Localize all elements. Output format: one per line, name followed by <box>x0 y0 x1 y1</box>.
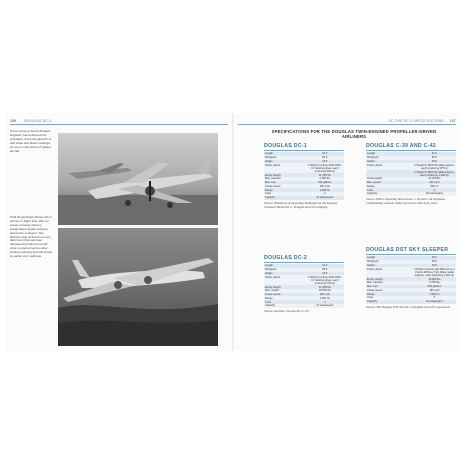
book-spread <box>6 113 460 351</box>
spec-label: Cruise speed <box>264 184 306 188</box>
spec-value: 185 mph <box>413 288 456 292</box>
spec-value: 5,750 lbs <box>413 281 456 285</box>
right-running-head <box>238 119 456 125</box>
spec-label: Max. payload <box>264 177 306 181</box>
spec-label: Crew <box>264 192 306 196</box>
spec-row <box>366 170 456 177</box>
spec-block-dst <box>366 247 456 310</box>
spec-label: Range <box>366 184 413 188</box>
spec-value: 2 <box>306 192 344 196</box>
spec-value: 12 passengers <box>306 196 344 200</box>
spec-value: 960 mi <box>413 184 456 188</box>
photo-parked-dc3-image <box>58 133 218 225</box>
spec-value: 210 mph <box>413 181 456 185</box>
spec-source-c39-c42: Source: Pilot's Operating Instructions, C-39 and C-42 Airplanes, Commanding General, Army Air Forces, March 25, 1941. <box>366 196 446 205</box>
spec-label: Wingspan <box>264 268 306 272</box>
spec-label: Power plants <box>264 275 306 285</box>
spec-label <box>366 170 413 177</box>
left-section-title: DOUGLAS DC-3 <box>24 119 52 123</box>
spec-label: Range <box>366 292 413 296</box>
spec-value: 12,455 lbs <box>306 285 344 289</box>
spec-block-c39-c42 <box>366 143 456 206</box>
spec-value: 11,780 lbs <box>306 173 344 177</box>
spec-value: 3 <box>413 296 456 300</box>
spec-label: Height <box>366 160 413 164</box>
spec-row <box>366 192 456 196</box>
spec-value: 1,000 mi <box>306 188 344 192</box>
spec-label: Capacity <box>366 300 413 304</box>
spec-source-dst: Source: The Douglas DST and DC-3, Douglas Aircraft Corporation. <box>366 304 451 309</box>
spec-label: Crew <box>366 296 413 300</box>
spec-table-dc2 <box>264 264 344 308</box>
spec-row <box>366 267 456 277</box>
spec-label: Max. weight <box>264 289 306 293</box>
spec-label: Wingspan <box>366 260 413 264</box>
spec-label: Power plants <box>366 163 413 170</box>
spec-value: 62 ft <box>306 264 344 268</box>
spec-value: 16,000 lbs <box>413 277 456 281</box>
spec-row <box>264 163 344 173</box>
spec-value: 85 ft <box>306 268 344 272</box>
spec-value: 14 passengers <box>306 304 344 308</box>
spec-value: 16 ft <box>306 160 344 164</box>
spec-label: Crew <box>366 188 413 192</box>
spec-value: 16 passengers <box>413 192 456 196</box>
spec-value: 2 Wright R-1820-55 radial engines, each producing 975 hp <box>414 163 455 170</box>
spec-label: Max. fuel <box>264 181 306 185</box>
spec-value: 510 gallons <box>306 181 344 185</box>
caption-bottom: KLM Royal Dutch Airlines DC-2 (shown in flight) that, after an ocean-crossing delivery, inaugurated regular services across the continent. The airframe was pictured in a very dark livery that was later adopted and painted overall, when it entered service after wartime painting and still shows its earlier civil markings. <box>10 215 53 259</box>
spec-value: 61 ft <box>413 152 456 156</box>
spec-value: 2 Wright Cyclone SGR-1820-F2 radial engines, each producing 720 hp <box>306 275 344 285</box>
spec-source-dc1: Source: Handbook of Operating Technique for the Douglas Transport Model DC-1, Douglas Aircraft Company. <box>264 200 338 209</box>
spec-label: Height <box>264 272 306 276</box>
spec-label: Length <box>366 256 413 260</box>
spec-label: Range <box>264 188 306 192</box>
spec-label: Length <box>264 264 306 268</box>
spec-label: Cruise speed <box>264 293 306 297</box>
spec-value: 2 Wright Cyclone GR-1820-G2 or 2 Pratt & Whitney Twin Wasp radial engines, each producing 1,000 hp <box>414 267 455 277</box>
right-page <box>234 113 460 351</box>
spec-label: Range <box>264 296 306 300</box>
spec-label: Max. payload <box>366 281 413 285</box>
spec-label: Gross weight <box>366 177 413 181</box>
spec-value: 95 ft <box>413 260 456 264</box>
spec-block-dc2 <box>264 255 344 314</box>
spec-label: Empty weight <box>264 285 306 289</box>
right-page-number: 187 <box>449 119 456 123</box>
spec-value: 3 <box>306 300 344 304</box>
spec-label: Max. fuel <box>366 285 413 289</box>
spec-heading-dc1: DOUGLAS DC-1 <box>264 143 344 151</box>
spec-row <box>264 196 344 200</box>
spec-table-c39-c42 <box>366 152 456 196</box>
spec-value: 85 ft <box>306 156 344 160</box>
spec-value: 2 Wright Cyclone SGR-1820-F3 radial engines, each producing 690 hp <box>306 163 344 173</box>
spec-label: Cruise speed <box>366 288 413 292</box>
spec-heading-c39-c42: DOUGLAS C-39 AND C-42 <box>366 143 456 151</box>
spec-value: 16 ft <box>413 264 456 268</box>
spec-value: 60 ft <box>306 152 344 156</box>
spec-value: 1,500 mi <box>413 292 456 296</box>
spec-block-dc1 <box>264 143 344 209</box>
spec-label: Max. speed <box>366 181 413 185</box>
left-running-head <box>10 119 228 125</box>
spec-value: 85 ft <box>413 156 456 160</box>
spec-label: Empty weight <box>366 277 413 281</box>
spec-row <box>366 163 456 170</box>
spec-label: Capacity <box>366 192 413 196</box>
photo-dc2-in-flight-image <box>58 228 218 346</box>
left-page-number: 186 <box>10 119 17 123</box>
spec-value: 2,300 lbs <box>306 177 344 181</box>
spec-label: Empty weight <box>264 173 306 177</box>
right-section-title: DC-THE DC-3 SPECIFICATIONS <box>388 119 444 123</box>
spec-value: 64 ft <box>413 256 456 260</box>
spec-heading-dst: DOUGLAS DST SKY SLEEPER <box>366 247 456 255</box>
spec-value: 822 gallons <box>413 285 456 289</box>
spec-value: 18,560 lbs <box>306 289 344 293</box>
spec-value: 16 ft <box>306 272 344 276</box>
spec-label: Height <box>366 264 413 268</box>
spec-row <box>264 275 344 285</box>
spec-label: Length <box>264 152 306 156</box>
spec-value: 190 mph <box>306 184 344 188</box>
spec-value: 2 Wright R-1820-53 radial engines, each producing 1,000 hp <box>414 170 455 177</box>
spec-value: 21,000 lbs <box>413 177 456 181</box>
spec-value: 14 passengers <box>413 300 456 304</box>
spec-value: 18 ft <box>413 160 456 164</box>
specifications-title: SPECIFICATIONS FOR THE DOUGLAS TWIN-ENGINED PROPELLER-DRIVEN AIRLINERS <box>271 129 437 139</box>
spec-row <box>264 304 344 308</box>
spec-label: Capacity <box>264 196 306 200</box>
spec-value: 190 mph <box>306 293 344 297</box>
spec-label: Length <box>366 152 413 156</box>
spec-heading-dc2: DOUGLAS DC-2 <box>264 255 344 263</box>
spec-table-dc1 <box>264 152 344 200</box>
spec-label: Crew <box>264 300 306 304</box>
spec-source-dc2: Source: Aviation: Version DC-2-115. <box>264 308 310 313</box>
spec-table-dst <box>366 256 456 304</box>
photo-parked-dc3 <box>58 133 218 225</box>
spec-value: 1,000 mi <box>306 296 344 300</box>
spec-value: 3 <box>413 188 456 192</box>
spec-label: Power plants <box>264 163 306 173</box>
spec-row <box>366 300 456 304</box>
spec-label: Power plants <box>366 267 413 277</box>
spec-label: Wingspan <box>264 156 306 160</box>
spec-label: Height <box>264 160 306 164</box>
caption-top: Some crews at South Windsor, England, had enlivened the propellers of the Douglas DC-3 with white and black markings, as seen in this photo of parked aircraft. <box>10 129 52 153</box>
left-page <box>6 113 232 351</box>
photo-dc2-in-flight <box>58 228 218 346</box>
spec-label: Wingspan <box>366 156 413 160</box>
spec-label: Capacity <box>264 304 306 308</box>
